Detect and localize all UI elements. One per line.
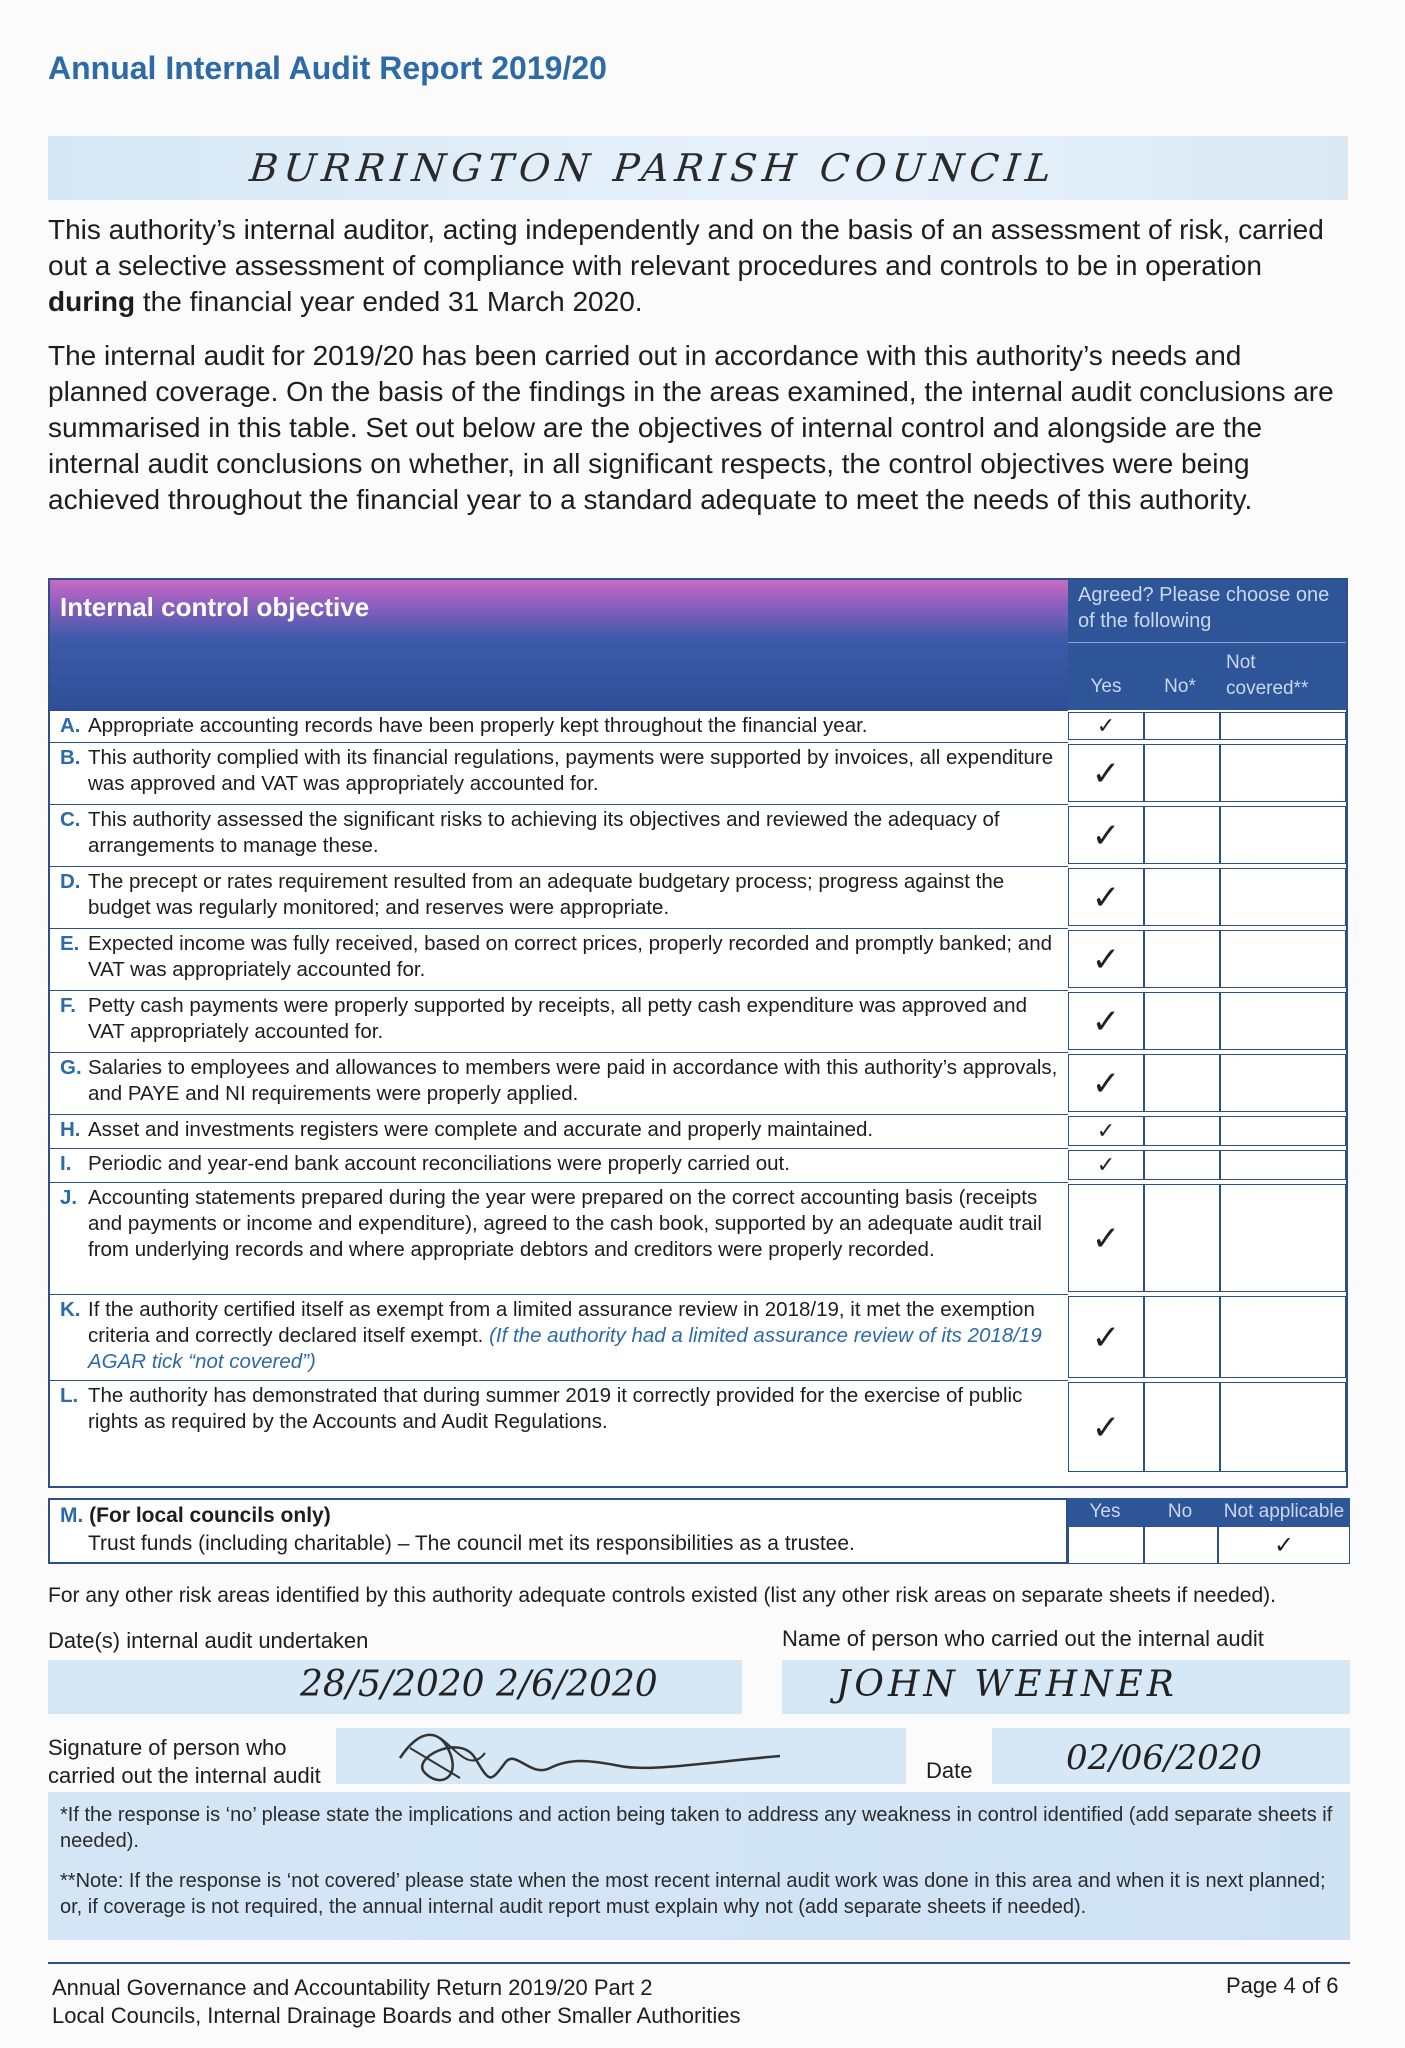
notes-panel xyxy=(48,1792,1350,1940)
authority-name: BURRINGTON PARISH COUNCIL xyxy=(247,146,1060,190)
control-row xyxy=(50,928,1068,990)
row-objective-text xyxy=(88,745,1058,797)
yes-cell[interactable]: ✓ xyxy=(1068,712,1144,740)
no-cell[interactable] xyxy=(1144,992,1220,1050)
control-row xyxy=(50,1380,1068,1474)
row-letter: A. xyxy=(60,714,81,737)
row-objective-text xyxy=(88,1151,1058,1177)
internal-control-table xyxy=(48,578,1348,1488)
row-letter: G. xyxy=(60,1056,82,1079)
m-section xyxy=(48,1498,1068,1564)
objective-header-label: Internal control objective xyxy=(60,592,370,622)
col-not-covered-line1: Not xyxy=(1226,652,1256,673)
col-not-covered-label xyxy=(1220,650,1350,702)
note-not-covered: **Note: If the response is ‘not covered’ please state when the most recent internal audit work was done in this area and when it is next planned; or, if coverage is not required, the annual internal audit report must explain why not (add separate sheets if needed). xyxy=(60,1870,1326,1918)
no-cell[interactable] xyxy=(1144,1382,1220,1472)
yes-cell[interactable]: ✓ xyxy=(1068,1150,1144,1180)
row-text: The authority has demonstrated that during summer 2019 it correctly provided for the exercise of public rights as required by the Accounts and Audit Regulations. xyxy=(88,1384,1023,1433)
no-cell[interactable] xyxy=(1144,868,1220,926)
row-letter: C. xyxy=(60,808,81,831)
row-letter: H. xyxy=(60,1118,81,1141)
not-covered-cell[interactable] xyxy=(1220,1296,1346,1378)
footer-line2: Local Councils, Internal Drainage Boards and other Smaller Authorities xyxy=(52,2003,741,2028)
control-row xyxy=(50,866,1068,928)
not-covered-cell[interactable] xyxy=(1220,712,1346,740)
not-covered-cell[interactable] xyxy=(1220,1184,1346,1292)
no-cell[interactable] xyxy=(1144,1150,1220,1180)
not-covered-cell[interactable] xyxy=(1220,930,1346,988)
auditor-name-value: JOHN WEHNER xyxy=(836,1664,1178,1705)
control-row xyxy=(50,1148,1068,1182)
no-cell[interactable] xyxy=(1144,1184,1220,1292)
signature-label-line1: Signature of person who xyxy=(48,1735,287,1760)
footer-line1: Annual Governance and Accountability Return 2019/20 Part 2 xyxy=(52,1975,653,2000)
m-col-no: No xyxy=(1167,1501,1193,1522)
row-objective-text xyxy=(88,931,1058,983)
control-row xyxy=(50,1114,1068,1148)
m-col-na: Not applicable xyxy=(1223,1501,1345,1522)
no-cell[interactable] xyxy=(1144,712,1220,740)
signature-label xyxy=(48,1734,321,1790)
row-text: Periodic and year-end bank account reconciliations were properly carried out. xyxy=(88,1152,790,1175)
not-covered-cell[interactable] xyxy=(1220,806,1346,864)
control-row xyxy=(50,990,1068,1052)
dates-label: Date(s) internal audit undertaken xyxy=(48,1628,369,1653)
row-objective-text xyxy=(88,993,1058,1045)
intro-text-end: the financial year ended 31 March 2020. xyxy=(135,286,643,317)
control-row xyxy=(50,742,1068,804)
yes-cell[interactable]: ✓ xyxy=(1068,1382,1144,1472)
page-number: Page 4 of 6 xyxy=(1226,1973,1339,1998)
intro-paragraph-1 xyxy=(48,212,1348,320)
row-letter: B. xyxy=(60,746,81,769)
control-row xyxy=(50,710,1068,742)
signature-date-value: 02/06/2020 xyxy=(1066,1738,1262,1778)
not-covered-cell[interactable] xyxy=(1220,992,1346,1050)
row-text: Petty cash payments were properly supported by receipts, all petty cash expenditure was approved and VAT appropriately accounted for. xyxy=(88,994,1027,1043)
auditor-signature xyxy=(380,1718,800,1798)
yes-cell[interactable]: ✓ xyxy=(1068,744,1144,802)
control-row xyxy=(50,1294,1068,1380)
intro-bold-during: during xyxy=(48,286,136,317)
footer-rule xyxy=(48,1962,1350,1964)
no-cell[interactable] xyxy=(1144,806,1220,864)
row-letter: L. xyxy=(60,1384,79,1407)
col-not-covered-line2: covered** xyxy=(1226,678,1309,699)
row-objective-text xyxy=(88,713,1058,739)
row-text: If the authority certified itself as exempt from a limited assurance review in 2018/19, it met the exemption criteria and correctly declared itself exempt. xyxy=(88,1298,1035,1347)
row-text: This authority assessed the significant risks to achieving its objectives and reviewed the adequacy of arrangements to manage these. xyxy=(88,808,1000,857)
auditor-name-label: Name of person who carried out the internal audit xyxy=(782,1626,1264,1651)
row-text: This authority complied with its financial regulations, payments were supported by invoices, all expenditure was approved and VAT was appropriately accounted for. xyxy=(88,746,1054,795)
row-text: Salaries to employees and allowances to members were paid in accordance with this authority’s approvals, and PAYE and NI requirements were properly applied. xyxy=(88,1056,1058,1105)
row-letter: D. xyxy=(60,870,81,893)
signature-label-line2: carried out the internal audit xyxy=(48,1763,321,1788)
yes-cell[interactable]: ✓ xyxy=(1068,806,1144,864)
yes-cell[interactable]: ✓ xyxy=(1068,1184,1144,1292)
no-cell[interactable] xyxy=(1144,1296,1220,1378)
row-text: Asset and investments registers were complete and accurate and properly maintained. xyxy=(88,1118,874,1141)
not-covered-cell[interactable] xyxy=(1220,1116,1346,1146)
m-title: (For local councils only) xyxy=(89,1504,331,1527)
yes-cell[interactable]: ✓ xyxy=(1068,1116,1144,1146)
not-covered-cell[interactable] xyxy=(1220,744,1346,802)
row-text-note: (If the authority had a limited assurance review of its 2018/19 AGAR tick “not covered”) xyxy=(88,1324,1042,1373)
not-covered-cell[interactable] xyxy=(1220,868,1346,926)
col-no-label: No* xyxy=(1164,676,1196,697)
note-no-response: *If the response is ‘no’ please state the implications and action being taken to address any weakness in control identified (add separate sheets if needed). xyxy=(60,1804,1333,1852)
row-text: Expected income was fully received, based on correct prices, properly recorded and promptly banked; and VAT was appropriately accounted for. xyxy=(88,932,1053,981)
yes-cell[interactable]: ✓ xyxy=(1068,1054,1144,1112)
row-objective-text xyxy=(88,1055,1058,1107)
m-header xyxy=(1068,1498,1350,1526)
no-cell[interactable] xyxy=(1144,930,1220,988)
dates-value: 28/5/2020 2/6/2020 xyxy=(300,1664,658,1705)
row-text: Accounting statements prepared during the year were prepared on the correct accounting basis (receipts and payments or income and expenditure), agreed to the cash book, supported by an adequate audit trail from underlying records and where appropriate debtors and creditors were properly recorded. xyxy=(88,1186,1042,1261)
row-letter: F. xyxy=(60,994,76,1017)
row-objective-text xyxy=(88,1297,1058,1375)
not-covered-cell[interactable] xyxy=(1220,1150,1346,1180)
date-label: Date xyxy=(926,1758,973,1783)
row-text: The precept or rates requirement resulted from an adequate budgetary process; progress against the budget was regularly monitored; and reserves were appropriate. xyxy=(88,870,1005,919)
yes-cell[interactable]: ✓ xyxy=(1068,930,1144,988)
no-cell[interactable] xyxy=(1144,744,1220,802)
m-title-line xyxy=(60,1504,331,1528)
m-no-cell[interactable] xyxy=(1144,1526,1218,1564)
not-covered-cell[interactable] xyxy=(1220,1382,1346,1472)
row-text: Appropriate accounting records have been properly kept throughout the financial year. xyxy=(88,714,868,737)
m-na-cell[interactable]: ✓ xyxy=(1218,1526,1350,1564)
row-objective-text xyxy=(88,1383,1058,1435)
m-text: Trust funds (including charitable) – The council met its responsibilities as a trustee. xyxy=(88,1532,855,1555)
m-yes-cell[interactable] xyxy=(1068,1526,1144,1564)
agreed-header-label: Agreed? Please choose one of the following xyxy=(1078,584,1330,632)
row-objective-text xyxy=(88,869,1058,921)
control-row xyxy=(50,1052,1068,1114)
no-cell[interactable] xyxy=(1144,1054,1220,1112)
yes-cell[interactable]: ✓ xyxy=(1068,1296,1144,1378)
page-title: Annual Internal Audit Report 2019/20 xyxy=(48,50,607,86)
m-letter: M. xyxy=(60,1504,84,1527)
m-col-yes: Yes xyxy=(1089,1501,1121,1522)
intro-text: This authority’s internal auditor, acting independently and on the basis of an assessment of risk, carried out a selective assessment of compliance with relevant procedures and controls to be in operation xyxy=(48,214,1324,281)
row-objective-text xyxy=(88,807,1058,859)
control-row xyxy=(50,804,1068,866)
control-row xyxy=(50,1182,1068,1294)
yes-cell[interactable]: ✓ xyxy=(1068,992,1144,1050)
not-covered-cell[interactable] xyxy=(1220,1054,1346,1112)
row-letter: I. xyxy=(60,1152,72,1175)
row-objective-text xyxy=(88,1185,1058,1263)
no-cell[interactable] xyxy=(1144,1116,1220,1146)
row-letter: J. xyxy=(60,1186,78,1209)
row-letter: E. xyxy=(60,932,80,955)
row-letter: K. xyxy=(60,1298,81,1321)
footer-return-title xyxy=(52,1974,741,2030)
other-risk-areas: For any other risk areas identified by this authority adequate controls existed (list any other risk areas on separate sheets if needed). xyxy=(48,1584,1276,1607)
intro-paragraph-2: The internal audit for 2019/20 has been carried out in accordance with this authority’s needs and planned coverage. On the basis of the findings in the areas examined, the internal audit conclusions are summarised in this table. Set out below are the objectives of internal control and alongside are the internal audit conclusions on whether, in all significant respects, the control objectives were being achieved throughout the financial year to a standard adequate to meet the needs of this authority. xyxy=(48,340,1334,515)
row-objective-text xyxy=(88,1117,1058,1143)
col-yes-label: Yes xyxy=(1090,676,1122,697)
header-divider xyxy=(1068,642,1346,643)
yes-cell[interactable]: ✓ xyxy=(1068,868,1144,926)
